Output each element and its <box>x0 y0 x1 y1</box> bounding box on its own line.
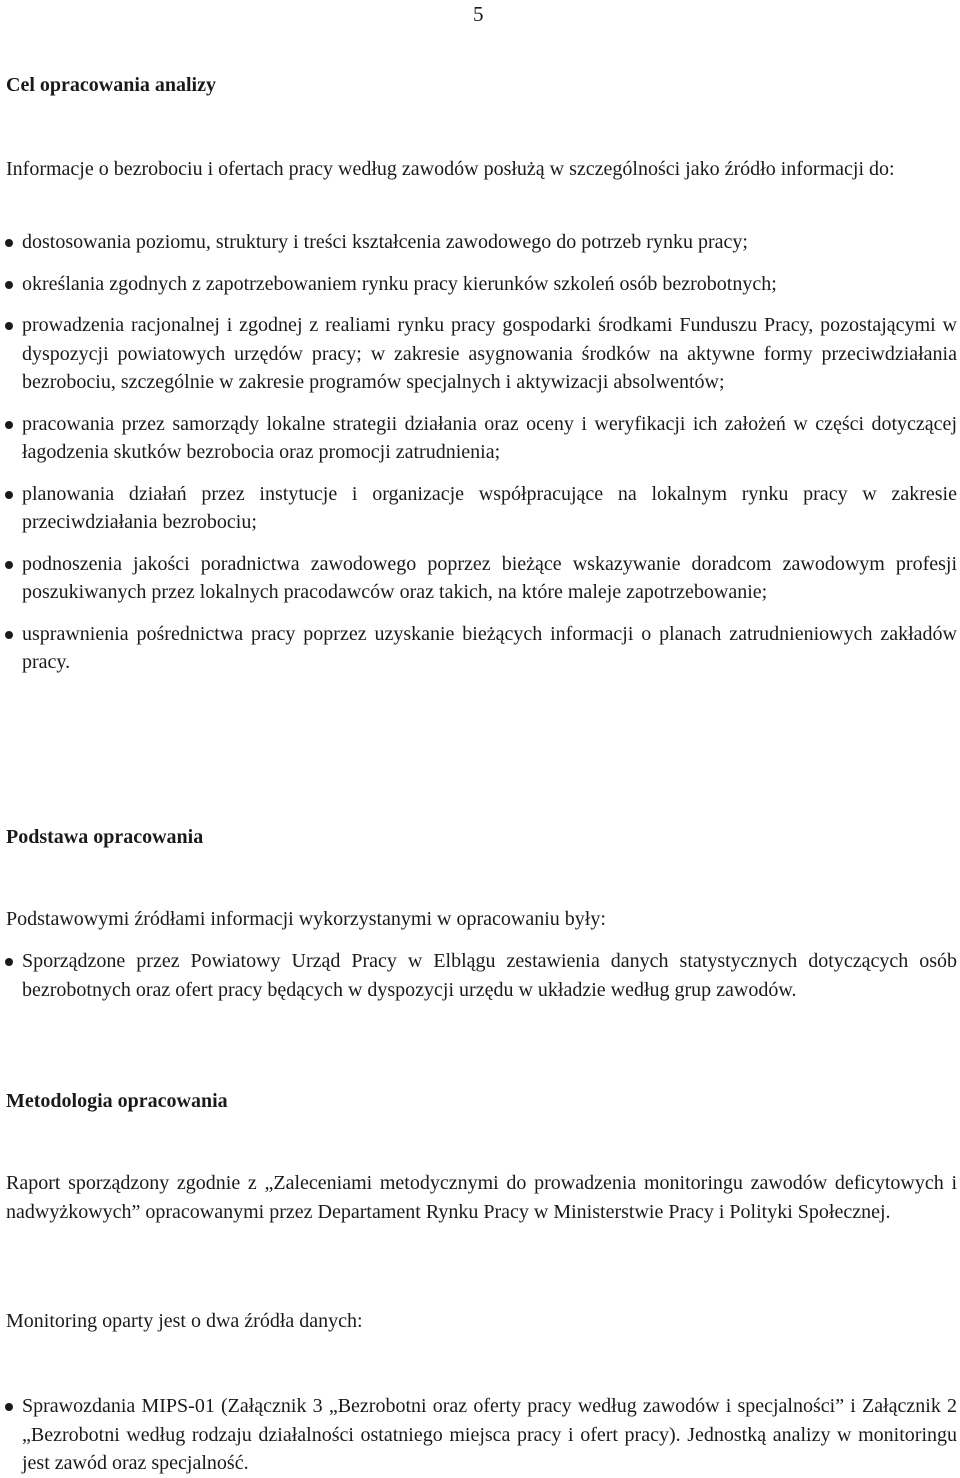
bullet-list-metodologia <box>0 1392 957 1478</box>
section-intro-cel: Informacje o bezrobociu i ofertach pracy według zawodów posłużą w szczególności jako źródło informacji do: <box>6 158 895 180</box>
bullet-icon <box>5 1403 13 1411</box>
bullet-icon <box>5 322 13 330</box>
section-para-metodologia-1: Raport sporządzony zgodnie z „Zaleceniami metodycznymi do prowadzenia monitoringu zawodów deficytowych i nadwyżkowych” opracowanymi przez Departament Rynku Pracy w Ministerstwie Pracy i Polityki Społecznej. <box>6 1172 957 1223</box>
list-item: określania zgodnych z zapotrzebowaniem rynku pracy kierunków szkoleń osób bezrobotnych; <box>0 270 957 299</box>
section-para-metodologia-2: Monitoring oparty jest o dwa źródła danych: <box>6 1310 363 1332</box>
list-item: Sporządzone przez Powiatowy Urząd Pracy w Elblągu zestawienia danych statystycznych dotyczących osób bezrobotnych oraz ofert pracy będących w dyspozycji urzędu w układzie według grup zawodów. <box>0 947 957 1004</box>
list-item: usprawnienia pośrednictwa pracy poprzez uzyskanie bieżących informacji o planach zatrudnieniowych zakładów pracy. <box>0 620 957 677</box>
bullet-list-podstawa <box>0 947 957 1004</box>
list-item: podnoszenia jakości poradnictwa zawodowego poprzez bieżące wskazywanie doradcom zawodowym profesji poszukiwanych przez lokalnych pracodawców oraz takich, na które maleje zapotrzebowanie; <box>0 550 957 607</box>
section-intro-podstawa: Podstawowymi źródłami informacji wykorzystanymi w opracowaniu były: <box>6 908 606 930</box>
list-item: prowadzenia racjonalnej i zgodnej z realiami rynku pracy gospodarki środkami Funduszu Pracy, pozostającymi w dyspozycji powiatowych urzędów pracy; w zakresie asygnowania środków na aktywne formy przeciwdziałania bezrobociu, szczególnie w zakresie programów specjalnych i aktywizacji absolwentów; <box>0 311 957 397</box>
bullet-icon <box>5 631 13 639</box>
bullet-icon <box>5 491 13 499</box>
list-item: planowania działań przez instytucje i organizacje współpracujące na lokalnym rynku pracy w zakresie przeciwdziałania bezrobociu; <box>0 480 957 537</box>
bullet-icon <box>5 421 13 429</box>
bullet-list-cel <box>0 228 957 677</box>
bullet-icon <box>5 958 13 966</box>
page-number: 5 <box>473 2 484 26</box>
bullet-icon <box>5 561 13 569</box>
list-item: pracowania przez samorządy lokalne strategii działania oraz oceny i weryfikacji ich założeń w części dotyczącej łagodzenia skutków bezrobocia oraz promocji zatrudnienia; <box>0 410 957 467</box>
section-heading-metodologia: Metodologia opracowania <box>6 1090 228 1112</box>
bullet-icon <box>5 281 13 289</box>
bullet-icon <box>5 239 13 247</box>
list-item: dostosowania poziomu, struktury i treści kształcenia zawodowego do potrzeb rynku pracy; <box>0 228 957 257</box>
section-heading-cel: Cel opracowania analizy <box>6 74 216 96</box>
section-heading-podstawa: Podstawa opracowania <box>6 826 204 848</box>
list-item: Sprawozdania MIPS-01 (Załącznik 3 „Bezrobotni oraz oferty pracy według zawodów i specjalności” i Załącznik 2 „Bezrobotni według rodzaju działalności ostatniego miejsca pracy i ofert pracy). Jednostką analizy w monitoringu jest zawód oraz specjalność. <box>0 1392 957 1478</box>
